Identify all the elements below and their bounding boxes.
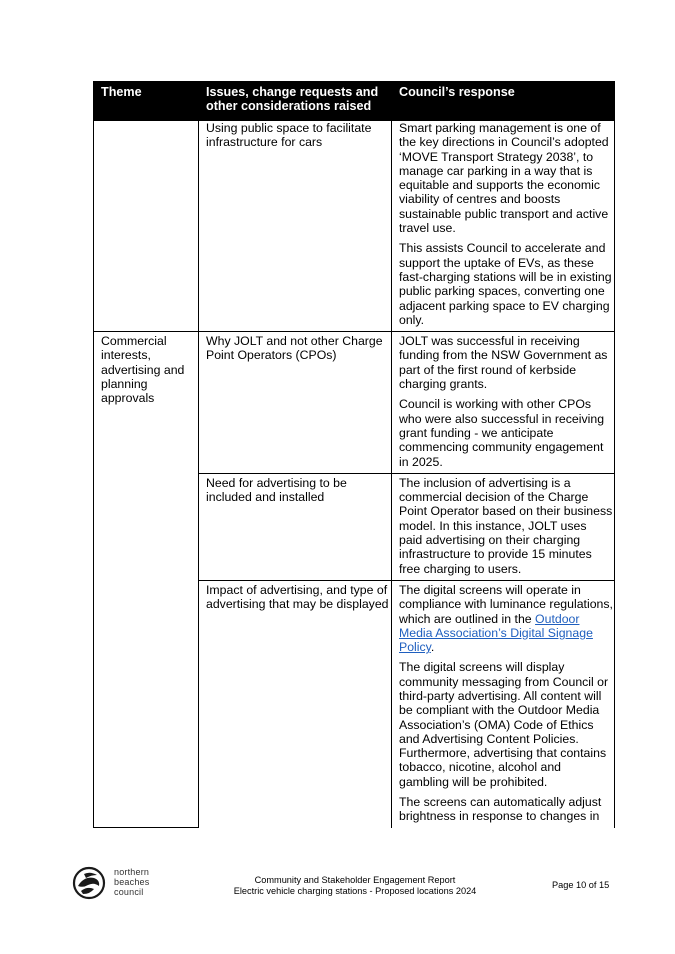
footer-report-info bbox=[200, 875, 510, 897]
response-paragraph: The inclusion of advertising is a commercial decision of the Charge Point Operator based on their business model. In this instance, JOLT uses paid advertising on their charging infrastructure to provide 15 minutes free charging to users. bbox=[399, 475, 613, 576]
response-paragraph: Council is working with other CPOs who were also successful in receiving grant funding - we anticipate commencing community engagement in 2025. bbox=[399, 397, 605, 469]
logo-line: northern bbox=[114, 867, 150, 877]
header-theme: Theme bbox=[94, 82, 199, 121]
issue-cell: Impact of advertising, and type of advertising that may be displayed bbox=[199, 580, 392, 827]
response-intro: The digital screens will operate in compliance with luminance regulations, which are outlined in the bbox=[399, 582, 613, 626]
page-number: Page 10 of 15 bbox=[552, 880, 610, 890]
issue-cell: Why JOLT and not other Charge Point Operators (CPOs) bbox=[199, 332, 392, 474]
report-subtitle: Electric vehicle charging stations - Proposed locations 2024 bbox=[233, 886, 477, 896]
header-issues: Issues, change requests and other considerations raised bbox=[199, 82, 392, 121]
issue-cell: Need for advertising to be included and installed bbox=[199, 473, 392, 580]
engagement-table bbox=[93, 81, 615, 828]
theme-cell bbox=[94, 121, 199, 332]
theme-cell: Commercial interests, advertising and planning approvals bbox=[94, 332, 199, 828]
response-paragraph bbox=[399, 583, 613, 654]
issue-cell: Using public space to facilitate infrastructure for cars bbox=[199, 121, 392, 332]
response-paragraph: The digital screens will display community messaging from Council or third-party advertising. All content will be compliant with the Outdoor Media Association’s (OMA) Code of Ethics and Advertising Content Policies. Furthermore, advertising that contains tobacco, nicotine, alcohol and gambling will be prohibited. bbox=[399, 660, 609, 789]
link-suffix: . bbox=[430, 640, 435, 655]
report-title: Community and Stakeholder Engagement Report bbox=[254, 875, 456, 885]
logo-wordmark bbox=[114, 867, 149, 897]
response-paragraph: This assists Council to accelerate and support the uptake of EVs, as these fast-charging stations will be in existing public parking spaces, converting one adjacent parking space to EV charging only. bbox=[399, 241, 612, 327]
response-cell bbox=[392, 473, 615, 580]
response-paragraph: The screens can automatically adjust brightness in response to changes in bbox=[399, 795, 602, 824]
logo-line: beaches bbox=[114, 877, 150, 887]
response-cell bbox=[392, 332, 615, 474]
table-row bbox=[94, 121, 615, 332]
response-cell bbox=[392, 580, 615, 827]
response-cell bbox=[392, 121, 615, 332]
response-paragraph: Smart parking management is one of the key directions in Council’s adopted ‘MOVE Transport Strategy 2038’, to manage car parking in a way that is equitable and supports the economic viability of centres and boosts sustainable public transport and active travel use. bbox=[399, 121, 609, 236]
table-row bbox=[94, 332, 615, 474]
response-paragraph: JOLT was successful in receiving funding from the NSW Government as part of the first round of kerbside charging grants. bbox=[399, 334, 608, 392]
oma-policy-link[interactable]: Outdoor Media Association’s Digital Signage Policy bbox=[399, 611, 593, 655]
header-response: Council’s response bbox=[392, 82, 615, 121]
table-header-row bbox=[94, 82, 615, 121]
logo-line: council bbox=[114, 887, 144, 897]
